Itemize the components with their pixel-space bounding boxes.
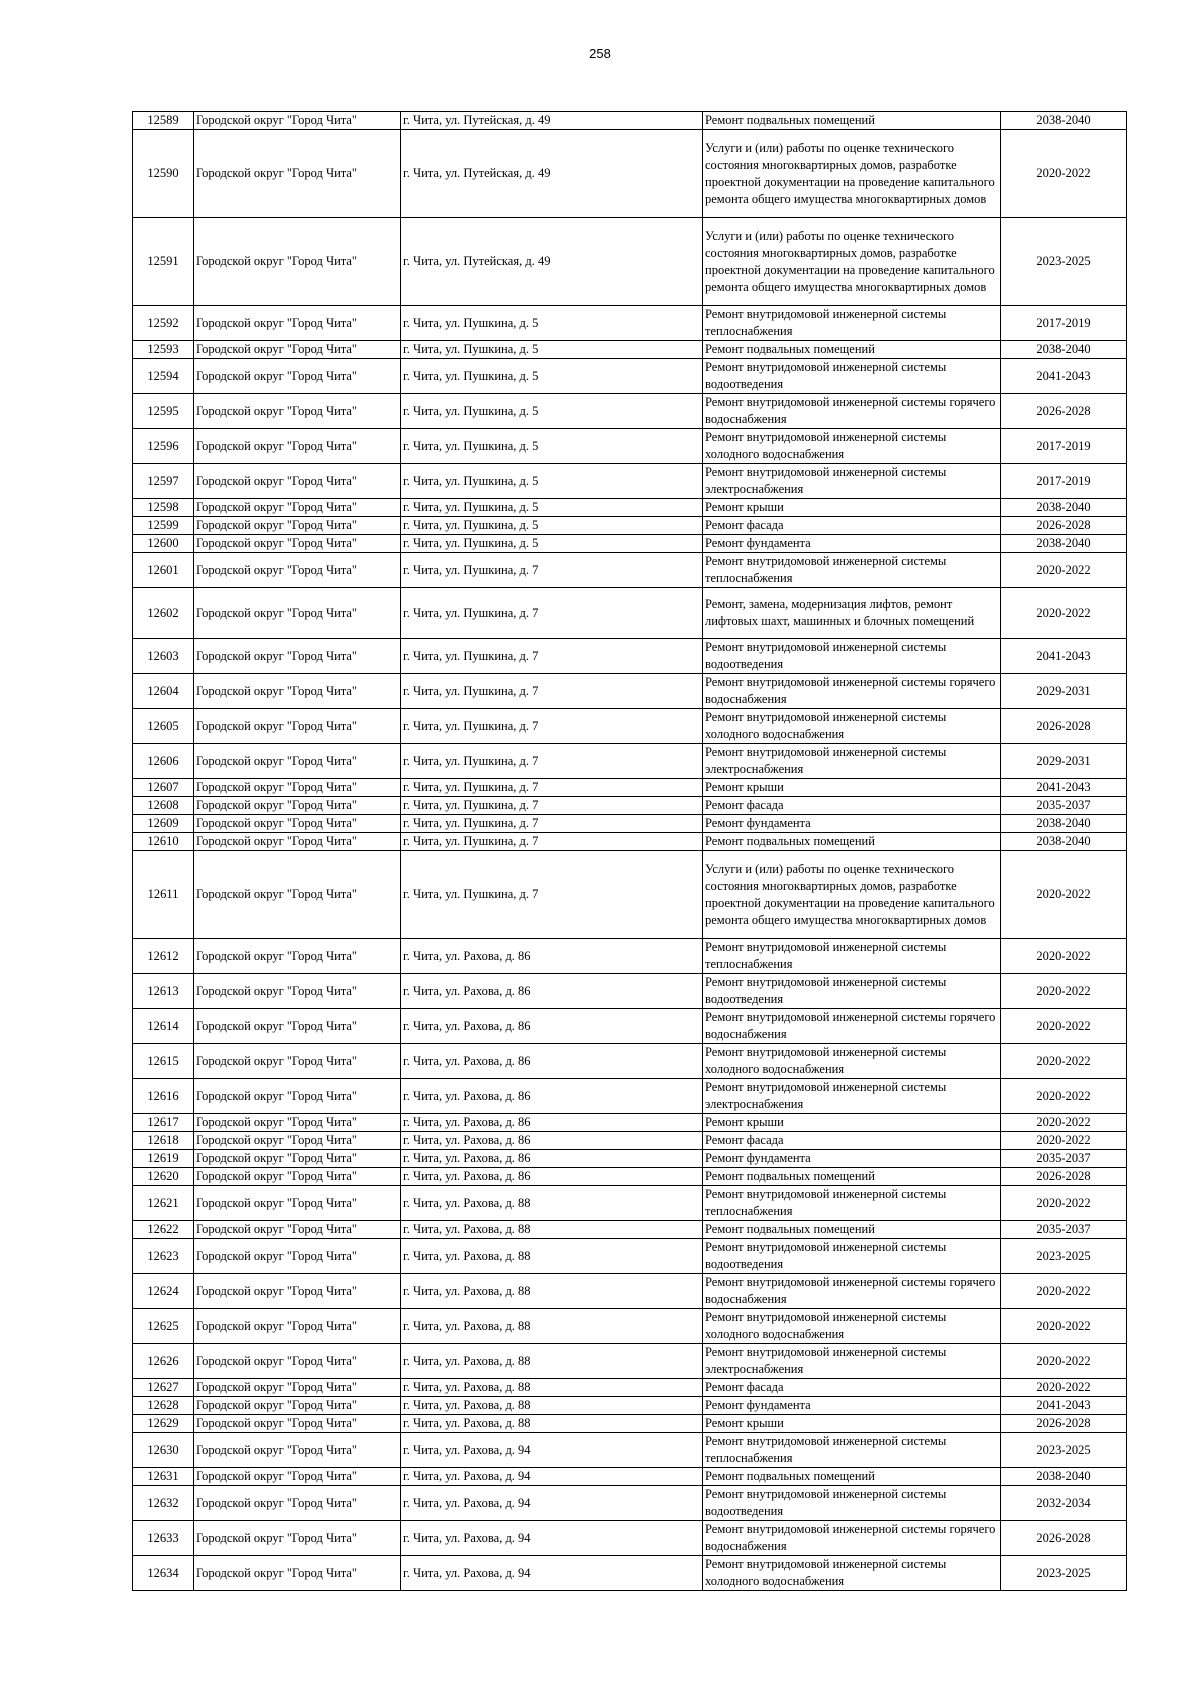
row-number: 12634 [133,1556,194,1591]
municipality-cell: Городской округ "Город Чита" [194,1274,401,1309]
address-cell: г. Чита, ул. Пушкина, д. 7 [401,709,703,744]
table-row [133,1415,1127,1433]
work-type-cell: Ремонт подвальных помещений [703,1468,1001,1486]
address-cell: г. Чита, ул. Путейская, д. 49 [401,130,703,218]
work-type-cell: Ремонт подвальных помещений [703,341,1001,359]
table-row [133,1521,1127,1556]
address-cell: г. Чита, ул. Пушкина, д. 5 [401,359,703,394]
row-number: 12624 [133,1274,194,1309]
row-number: 12615 [133,1044,194,1079]
work-type-cell: Ремонт фасада [703,1132,1001,1150]
address-cell: г. Чита, ул. Пушкина, д. 5 [401,517,703,535]
municipality-cell: Городской округ "Город Чита" [194,1468,401,1486]
work-type-cell: Ремонт внутридомовой инженерной системы водоотведения [703,1486,1001,1521]
table-row [133,535,1127,553]
work-type-cell: Ремонт фасада [703,1379,1001,1397]
address-cell: г. Чита, ул. Рахова, д. 86 [401,1044,703,1079]
row-number: 12597 [133,464,194,499]
row-number: 12596 [133,429,194,464]
period-cell: 2020-2022 [1001,1079,1127,1114]
row-number: 12617 [133,1114,194,1132]
table-row [133,1132,1127,1150]
municipality-cell: Городской округ "Город Чита" [194,1344,401,1379]
period-cell: 2017-2019 [1001,429,1127,464]
address-cell: г. Чита, ул. Пушкина, д. 5 [401,535,703,553]
work-type-cell: Ремонт, замена, модернизация лифтов, ремонт лифтовых шахт, машинных и блочных помещений [703,588,1001,639]
period-cell: 2041-2043 [1001,1397,1127,1415]
work-type-cell: Ремонт внутридомовой инженерной системы горячего водоснабжения [703,674,1001,709]
municipality-cell: Городской округ "Город Чита" [194,535,401,553]
period-cell: 2020-2022 [1001,1309,1127,1344]
table-row [133,1009,1127,1044]
period-cell: 2020-2022 [1001,939,1127,974]
municipality-cell: Городской округ "Город Чита" [194,553,401,588]
period-cell: 2020-2022 [1001,1114,1127,1132]
work-type-cell: Ремонт фундамента [703,815,1001,833]
work-type-cell: Ремонт подвальных помещений [703,833,1001,851]
work-type-cell: Ремонт крыши [703,1415,1001,1433]
table-row [133,1486,1127,1521]
work-type-cell: Ремонт внутридомовой инженерной системы холодного водоснабжения [703,429,1001,464]
municipality-cell: Городской округ "Город Чита" [194,939,401,974]
row-number: 12619 [133,1150,194,1168]
work-type-cell: Ремонт внутридомовой инженерной системы электроснабжения [703,464,1001,499]
table-row [133,1556,1127,1591]
table-row [133,779,1127,797]
table-row [133,744,1127,779]
address-cell: г. Чита, ул. Пушкина, д. 5 [401,464,703,499]
period-cell: 2032-2034 [1001,1486,1127,1521]
address-cell: г. Чита, ул. Рахова, д. 86 [401,974,703,1009]
municipality-cell: Городской округ "Город Чита" [194,1221,401,1239]
table-row [133,553,1127,588]
period-cell: 2020-2022 [1001,1379,1127,1397]
table-row [133,1186,1127,1221]
period-cell: 2041-2043 [1001,779,1127,797]
municipality-cell: Городской округ "Город Чита" [194,744,401,779]
table-row [133,939,1127,974]
row-number: 12621 [133,1186,194,1221]
period-cell: 2026-2028 [1001,1415,1127,1433]
table-row [133,674,1127,709]
period-cell: 2020-2022 [1001,130,1127,218]
municipality-cell: Городской округ "Город Чита" [194,1379,401,1397]
municipality-cell: Городской округ "Город Чита" [194,1168,401,1186]
municipality-cell: Городской округ "Город Чита" [194,1114,401,1132]
address-cell: г. Чита, ул. Рахова, д. 88 [401,1397,703,1415]
municipality-cell: Городской округ "Город Чита" [194,974,401,1009]
period-cell: 2020-2022 [1001,1044,1127,1079]
municipality-cell: Городской округ "Город Чита" [194,464,401,499]
table-row [133,517,1127,535]
municipality-cell: Городской округ "Город Чита" [194,341,401,359]
address-cell: г. Чита, ул. Рахова, д. 88 [401,1221,703,1239]
table-row [133,1468,1127,1486]
address-cell: г. Чита, ул. Пушкина, д. 7 [401,851,703,939]
period-cell: 2038-2040 [1001,499,1127,517]
period-cell: 2035-2037 [1001,1150,1127,1168]
address-cell: г. Чита, ул. Пушкина, д. 7 [401,553,703,588]
table-row [133,499,1127,517]
municipality-cell: Городской округ "Город Чита" [194,1132,401,1150]
municipality-cell: Городской округ "Город Чита" [194,709,401,744]
municipality-cell: Городской округ "Город Чита" [194,112,401,130]
address-cell: г. Чита, ул. Рахова, д. 86 [401,939,703,974]
row-number: 12623 [133,1239,194,1274]
municipality-cell: Городской округ "Город Чита" [194,359,401,394]
municipality-cell: Городской округ "Город Чита" [194,499,401,517]
address-cell: г. Чита, ул. Путейская, д. 49 [401,112,703,130]
row-number: 12604 [133,674,194,709]
work-type-cell: Ремонт внутридомовой инженерной системы горячего водоснабжения [703,1009,1001,1044]
row-number: 12625 [133,1309,194,1344]
work-type-cell: Ремонт фасада [703,797,1001,815]
table-row [133,1397,1127,1415]
work-type-cell: Ремонт внутридомовой инженерной системы теплоснабжения [703,1433,1001,1468]
work-type-cell: Ремонт внутридомовой инженерной системы холодного водоснабжения [703,709,1001,744]
table-row [133,1044,1127,1079]
period-cell: 2038-2040 [1001,815,1127,833]
municipality-cell: Городской округ "Город Чита" [194,797,401,815]
table-row [133,1079,1127,1114]
work-type-cell: Ремонт внутридомовой инженерной системы горячего водоснабжения [703,1521,1001,1556]
work-type-cell: Ремонт внутридомовой инженерной системы теплоснабжения [703,1186,1001,1221]
work-type-cell: Ремонт внутридомовой инженерной системы теплоснабжения [703,939,1001,974]
period-cell: 2023-2025 [1001,218,1127,306]
address-cell: г. Чита, ул. Пушкина, д. 7 [401,639,703,674]
work-type-cell: Ремонт внутридомовой инженерной системы водоотведения [703,359,1001,394]
table-row [133,1239,1127,1274]
row-number: 12611 [133,851,194,939]
period-cell: 2029-2031 [1001,744,1127,779]
municipality-cell: Городской округ "Город Чита" [194,1521,401,1556]
row-number: 12594 [133,359,194,394]
address-cell: г. Чита, ул. Пушкина, д. 7 [401,744,703,779]
table-row [133,1221,1127,1239]
address-cell: г. Чита, ул. Рахова, д. 88 [401,1274,703,1309]
row-number: 12602 [133,588,194,639]
table-row [133,833,1127,851]
period-cell: 2023-2025 [1001,1556,1127,1591]
table-row [133,1168,1127,1186]
address-cell: г. Чита, ул. Пушкина, д. 5 [401,306,703,341]
table-row [133,1114,1127,1132]
work-type-cell: Ремонт внутридомовой инженерной системы теплоснабжения [703,553,1001,588]
municipality-cell: Городской округ "Город Чита" [194,1009,401,1044]
address-cell: г. Чита, ул. Пушкина, д. 5 [401,394,703,429]
address-cell: г. Чита, ул. Рахова, д. 88 [401,1239,703,1274]
row-number: 12590 [133,130,194,218]
address-cell: г. Чита, ул. Пушкина, д. 7 [401,815,703,833]
row-number: 12612 [133,939,194,974]
municipality-cell: Городской округ "Город Чита" [194,674,401,709]
table-row [133,130,1127,218]
address-cell: г. Чита, ул. Рахова, д. 86 [401,1132,703,1150]
address-cell: г. Чита, ул. Рахова, д. 86 [401,1009,703,1044]
address-cell: г. Чита, ул. Пушкина, д. 7 [401,833,703,851]
period-cell: 2026-2028 [1001,517,1127,535]
municipality-cell: Городской округ "Город Чита" [194,1309,401,1344]
row-number: 12595 [133,394,194,429]
address-cell: г. Чита, ул. Пушкина, д. 5 [401,341,703,359]
municipality-cell: Городской округ "Город Чита" [194,517,401,535]
address-cell: г. Чита, ул. Рахова, д. 94 [401,1556,703,1591]
table-row [133,1309,1127,1344]
period-cell: 2026-2028 [1001,1168,1127,1186]
period-cell: 2020-2022 [1001,1009,1127,1044]
row-number: 12605 [133,709,194,744]
row-number: 12593 [133,341,194,359]
address-cell: г. Чита, ул. Рахова, д. 88 [401,1186,703,1221]
municipality-cell: Городской округ "Город Чита" [194,1486,401,1521]
address-cell: г. Чита, ул. Рахова, д. 88 [401,1344,703,1379]
work-type-cell: Услуги и (или) работы по оценке технического состояния многоквартирных домов, разработке проектной документации на проведение капитального ремонта общего имущества многоквартирных домов [703,851,1001,939]
period-cell: 2023-2025 [1001,1239,1127,1274]
period-cell: 2017-2019 [1001,464,1127,499]
period-cell: 2017-2019 [1001,306,1127,341]
address-cell: г. Чита, ул. Пушкина, д. 7 [401,588,703,639]
table-row [133,1379,1127,1397]
row-number: 12603 [133,639,194,674]
table-row [133,797,1127,815]
municipality-cell: Городской округ "Город Чита" [194,1415,401,1433]
period-cell: 2038-2040 [1001,112,1127,130]
work-type-cell: Ремонт крыши [703,779,1001,797]
table-row [133,359,1127,394]
repair-schedule-table [132,111,1127,1591]
period-cell: 2038-2040 [1001,833,1127,851]
work-type-cell: Ремонт внутридомовой инженерной системы теплоснабжения [703,306,1001,341]
period-cell: 2038-2040 [1001,535,1127,553]
row-number: 12627 [133,1379,194,1397]
address-cell: г. Чита, ул. Пушкина, д. 7 [401,779,703,797]
municipality-cell: Городской округ "Город Чита" [194,639,401,674]
period-cell: 2041-2043 [1001,359,1127,394]
table-row [133,974,1127,1009]
address-cell: г. Чита, ул. Рахова, д. 86 [401,1079,703,1114]
period-cell: 2026-2028 [1001,394,1127,429]
row-number: 12592 [133,306,194,341]
address-cell: г. Чита, ул. Пушкина, д. 5 [401,499,703,517]
period-cell: 2041-2043 [1001,639,1127,674]
row-number: 12608 [133,797,194,815]
table-row [133,1344,1127,1379]
table-row [133,394,1127,429]
municipality-cell: Городской округ "Город Чита" [194,1239,401,1274]
work-type-cell: Ремонт внутридомовой инженерной системы электроснабжения [703,744,1001,779]
municipality-cell: Городской округ "Город Чита" [194,1433,401,1468]
row-number: 12626 [133,1344,194,1379]
row-number: 12601 [133,553,194,588]
table-row [133,588,1127,639]
row-number: 12606 [133,744,194,779]
table-row [133,1150,1127,1168]
municipality-cell: Городской округ "Город Чита" [194,1397,401,1415]
work-type-cell: Услуги и (или) работы по оценке технического состояния многоквартирных домов, разработке проектной документации на проведение капитального ремонта общего имущества многоквартирных домов [703,130,1001,218]
row-number: 12591 [133,218,194,306]
row-number: 12610 [133,833,194,851]
municipality-cell: Городской округ "Город Чита" [194,1079,401,1114]
address-cell: г. Чита, ул. Рахова, д. 86 [401,1150,703,1168]
work-type-cell: Ремонт внутридомовой инженерной системы холодного водоснабжения [703,1044,1001,1079]
period-cell: 2035-2037 [1001,1221,1127,1239]
work-type-cell: Ремонт внутридомовой инженерной системы горячего водоснабжения [703,394,1001,429]
address-cell: г. Чита, ул. Пушкина, д. 7 [401,674,703,709]
row-number: 12622 [133,1221,194,1239]
row-number: 12630 [133,1433,194,1468]
address-cell: г. Чита, ул. Рахова, д. 88 [401,1379,703,1397]
address-cell: г. Чита, ул. Рахова, д. 86 [401,1114,703,1132]
address-cell: г. Чита, ул. Рахова, д. 94 [401,1468,703,1486]
row-number: 12598 [133,499,194,517]
period-cell: 2020-2022 [1001,1274,1127,1309]
row-number: 12607 [133,779,194,797]
work-type-cell: Ремонт внутридомовой инженерной системы водоотведения [703,1239,1001,1274]
table-body [133,112,1127,1591]
municipality-cell: Городской округ "Город Чита" [194,429,401,464]
work-type-cell: Ремонт подвальных помещений [703,112,1001,130]
table-row [133,709,1127,744]
work-type-cell: Ремонт внутридомовой инженерной системы водоотведения [703,974,1001,1009]
table-row [133,341,1127,359]
row-number: 12632 [133,1486,194,1521]
work-type-cell: Ремонт внутридомовой инженерной системы холодного водоснабжения [703,1556,1001,1591]
municipality-cell: Городской округ "Город Чита" [194,833,401,851]
municipality-cell: Городской округ "Город Чита" [194,130,401,218]
table-row [133,306,1127,341]
row-number: 12628 [133,1397,194,1415]
municipality-cell: Городской округ "Город Чита" [194,394,401,429]
address-cell: г. Чита, ул. Рахова, д. 88 [401,1415,703,1433]
municipality-cell: Городской округ "Город Чита" [194,851,401,939]
municipality-cell: Городской округ "Город Чита" [194,815,401,833]
table-row [133,1274,1127,1309]
work-type-cell: Ремонт внутридомовой инженерной системы водоотведения [703,639,1001,674]
work-type-cell: Ремонт внутридомовой инженерной системы горячего водоснабжения [703,1274,1001,1309]
address-cell: г. Чита, ул. Рахова, д. 94 [401,1433,703,1468]
table-row [133,112,1127,130]
work-type-cell: Ремонт внутридомовой инженерной системы холодного водоснабжения [703,1309,1001,1344]
table-row [133,218,1127,306]
work-type-cell: Ремонт фундамента [703,535,1001,553]
work-type-cell: Ремонт фундамента [703,1397,1001,1415]
period-cell: 2020-2022 [1001,851,1127,939]
address-cell: г. Чита, ул. Рахова, д. 88 [401,1309,703,1344]
work-type-cell: Ремонт подвальных помещений [703,1168,1001,1186]
row-number: 12618 [133,1132,194,1150]
period-cell: 2026-2028 [1001,1521,1127,1556]
row-number: 12620 [133,1168,194,1186]
row-number: 12599 [133,517,194,535]
row-number: 12631 [133,1468,194,1486]
municipality-cell: Городской округ "Город Чита" [194,306,401,341]
table-row [133,639,1127,674]
table-row [133,464,1127,499]
row-number: 12629 [133,1415,194,1433]
municipality-cell: Городской округ "Город Чита" [194,218,401,306]
address-cell: г. Чита, ул. Пушкина, д. 5 [401,429,703,464]
table-row [133,1433,1127,1468]
row-number: 12589 [133,112,194,130]
work-type-cell: Ремонт фундамента [703,1150,1001,1168]
work-type-cell: Ремонт фасада [703,517,1001,535]
period-cell: 2029-2031 [1001,674,1127,709]
period-cell: 2020-2022 [1001,588,1127,639]
period-cell: 2038-2040 [1001,1468,1127,1486]
work-type-cell: Ремонт внутридомовой инженерной системы электроснабжения [703,1344,1001,1379]
period-cell: 2020-2022 [1001,1344,1127,1379]
address-cell: г. Чита, ул. Рахова, д. 86 [401,1168,703,1186]
work-type-cell: Ремонт подвальных помещений [703,1221,1001,1239]
municipality-cell: Городской округ "Город Чита" [194,1150,401,1168]
period-cell: 2020-2022 [1001,553,1127,588]
work-type-cell: Услуги и (или) работы по оценке технического состояния многоквартирных домов, разработке проектной документации на проведение капитального ремонта общего имущества многоквартирных домов [703,218,1001,306]
municipality-cell: Городской округ "Город Чита" [194,1186,401,1221]
work-type-cell: Ремонт внутридомовой инженерной системы электроснабжения [703,1079,1001,1114]
period-cell: 2020-2022 [1001,1132,1127,1150]
period-cell: 2038-2040 [1001,341,1127,359]
row-number: 12600 [133,535,194,553]
row-number: 12633 [133,1521,194,1556]
address-cell: г. Чита, ул. Рахова, д. 94 [401,1486,703,1521]
page-number: 258 [589,46,611,61]
table-row [133,815,1127,833]
municipality-cell: Городской округ "Город Чита" [194,588,401,639]
address-cell: г. Чита, ул. Рахова, д. 94 [401,1521,703,1556]
municipality-cell: Городской округ "Город Чита" [194,1556,401,1591]
period-cell: 2020-2022 [1001,974,1127,1009]
address-cell: г. Чита, ул. Пушкина, д. 7 [401,797,703,815]
row-number: 12609 [133,815,194,833]
row-number: 12616 [133,1079,194,1114]
period-cell: 2023-2025 [1001,1433,1127,1468]
period-cell: 2035-2037 [1001,797,1127,815]
work-type-cell: Ремонт крыши [703,499,1001,517]
row-number: 12614 [133,1009,194,1044]
period-cell: 2020-2022 [1001,1186,1127,1221]
address-cell: г. Чита, ул. Путейская, д. 49 [401,218,703,306]
period-cell: 2026-2028 [1001,709,1127,744]
municipality-cell: Городской округ "Город Чита" [194,1044,401,1079]
table-row [133,429,1127,464]
table-row [133,851,1127,939]
row-number: 12613 [133,974,194,1009]
work-type-cell: Ремонт крыши [703,1114,1001,1132]
municipality-cell: Городской округ "Город Чита" [194,779,401,797]
